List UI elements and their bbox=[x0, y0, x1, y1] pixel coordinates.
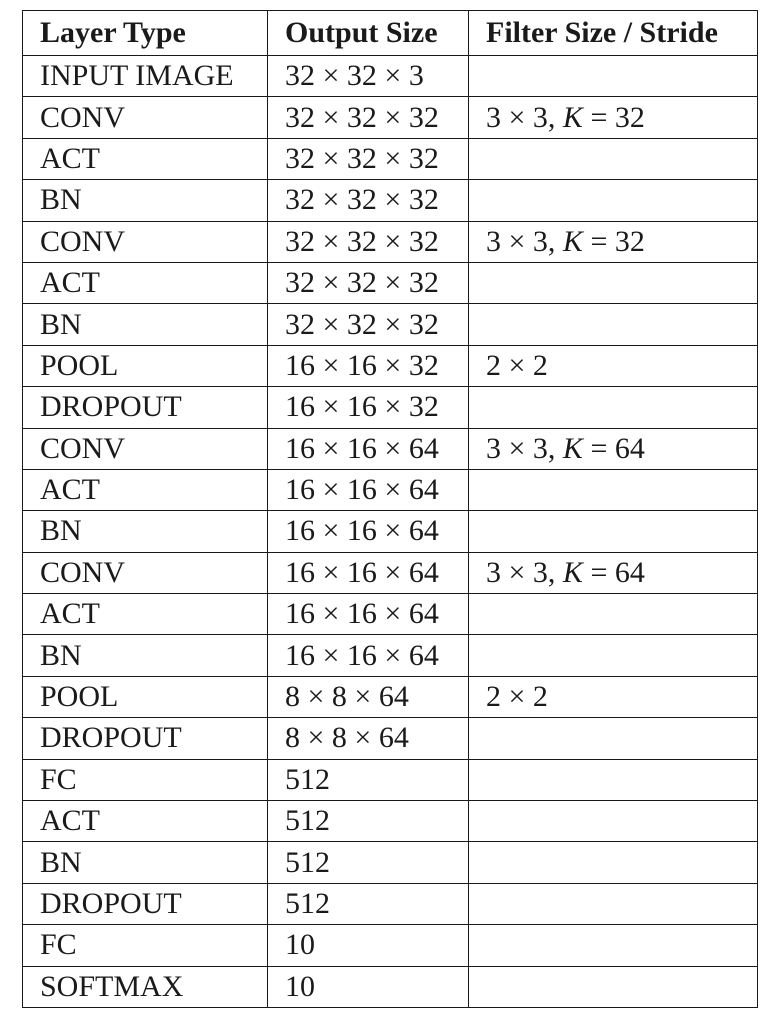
table-row bbox=[23, 801, 758, 842]
layer-type-cell: BN bbox=[23, 304, 268, 345]
table-row bbox=[23, 635, 758, 676]
filter-size-cell bbox=[469, 262, 758, 303]
layer-type-cell: ACT bbox=[23, 594, 268, 635]
layer-type-cell: POOL bbox=[23, 345, 268, 386]
layer-type-cell: ACT bbox=[23, 262, 268, 303]
output-size-cell: 16 × 16 × 32 bbox=[268, 387, 469, 428]
filter-size-cell: 3 × 3, K = 32 bbox=[469, 221, 758, 262]
output-size-cell: 16 × 16 × 64 bbox=[268, 428, 469, 469]
table-row bbox=[23, 304, 758, 345]
table-row bbox=[23, 594, 758, 635]
table-row bbox=[23, 883, 758, 924]
filter-size-cell bbox=[469, 842, 758, 883]
output-size-cell: 8 × 8 × 64 bbox=[268, 676, 469, 717]
table-row bbox=[23, 759, 758, 800]
table-row bbox=[23, 676, 758, 717]
output-size-cell: 16 × 16 × 64 bbox=[268, 635, 469, 676]
header-output-size: Output Size bbox=[268, 11, 469, 56]
output-size-cell: 32 × 32 × 32 bbox=[268, 221, 469, 262]
output-size-cell: 32 × 32 × 32 bbox=[268, 97, 469, 138]
layer-type-cell: BN bbox=[23, 511, 268, 552]
output-size-cell: 16 × 16 × 32 bbox=[268, 345, 469, 386]
filter-size-cell bbox=[469, 594, 758, 635]
filter-size-cell bbox=[469, 138, 758, 179]
layer-type-cell: POOL bbox=[23, 676, 268, 717]
output-size-cell: 16 × 16 × 64 bbox=[268, 511, 469, 552]
table-row bbox=[23, 966, 758, 1007]
layer-type-cell: CONV bbox=[23, 428, 268, 469]
output-size-cell: 16 × 16 × 64 bbox=[268, 552, 469, 593]
filter-size-cell bbox=[469, 56, 758, 97]
output-size-cell: 32 × 32 × 3 bbox=[268, 56, 469, 97]
variable-k: K bbox=[562, 431, 583, 465]
layer-type-cell: BN bbox=[23, 180, 268, 221]
output-size-cell: 10 bbox=[268, 966, 469, 1007]
table-row bbox=[23, 428, 758, 469]
layer-type-cell: BN bbox=[23, 842, 268, 883]
filter-size-cell bbox=[469, 718, 758, 759]
table-row bbox=[23, 511, 758, 552]
variable-k: K bbox=[562, 224, 583, 258]
output-size-cell: 16 × 16 × 64 bbox=[268, 469, 469, 510]
filter-size-cell bbox=[469, 387, 758, 428]
header-layer-type: Layer Type bbox=[23, 11, 268, 56]
table-row bbox=[23, 925, 758, 966]
output-size-cell: 512 bbox=[268, 759, 469, 800]
output-size-cell: 512 bbox=[268, 801, 469, 842]
layer-type-cell: BN bbox=[23, 635, 268, 676]
filter-size-cell bbox=[469, 883, 758, 924]
output-size-cell: 512 bbox=[268, 842, 469, 883]
table-row bbox=[23, 138, 758, 179]
table-row bbox=[23, 262, 758, 303]
filter-size-cell: 2 × 2 bbox=[469, 676, 758, 717]
filter-size-cell bbox=[469, 801, 758, 842]
table-row bbox=[23, 842, 758, 883]
filter-size-cell bbox=[469, 469, 758, 510]
filter-size-cell: 2 × 2 bbox=[469, 345, 758, 386]
layer-type-cell: SOFTMAX bbox=[23, 966, 268, 1007]
filter-size-cell bbox=[469, 511, 758, 552]
table-row bbox=[23, 387, 758, 428]
table-row bbox=[23, 180, 758, 221]
layer-type-cell: ACT bbox=[23, 801, 268, 842]
output-size-cell: 10 bbox=[268, 925, 469, 966]
table-row bbox=[23, 56, 758, 97]
filter-size-cell bbox=[469, 635, 758, 676]
layer-type-cell: CONV bbox=[23, 552, 268, 593]
table-row bbox=[23, 718, 758, 759]
layer-type-cell: ACT bbox=[23, 469, 268, 510]
output-size-cell: 32 × 32 × 32 bbox=[268, 180, 469, 221]
variable-k: K bbox=[562, 555, 583, 589]
layer-type-cell: CONV bbox=[23, 97, 268, 138]
filter-size-cell bbox=[469, 925, 758, 966]
table-row bbox=[23, 345, 758, 386]
filter-size-cell bbox=[469, 304, 758, 345]
layer-type-cell: CONV bbox=[23, 221, 268, 262]
table-row bbox=[23, 552, 758, 593]
table-row bbox=[23, 221, 758, 262]
filter-size-cell bbox=[469, 759, 758, 800]
table-row bbox=[23, 469, 758, 510]
layer-type-cell: FC bbox=[23, 759, 268, 800]
filter-size-cell: 3 × 3, K = 64 bbox=[469, 552, 758, 593]
table-body bbox=[23, 56, 758, 1008]
variable-k: K bbox=[562, 100, 583, 134]
output-size-cell: 16 × 16 × 64 bbox=[268, 594, 469, 635]
output-size-cell: 8 × 8 × 64 bbox=[268, 718, 469, 759]
layer-type-cell: DROPOUT bbox=[23, 387, 268, 428]
output-size-cell: 512 bbox=[268, 883, 469, 924]
header-filter-size-stride: Filter Size / Stride bbox=[469, 11, 758, 56]
layer-type-cell: FC bbox=[23, 925, 268, 966]
layer-type-cell: ACT bbox=[23, 138, 268, 179]
layer-type-cell: DROPOUT bbox=[23, 883, 268, 924]
table-row bbox=[23, 97, 758, 138]
layer-type-cell: INPUT IMAGE bbox=[23, 56, 268, 97]
header-row bbox=[23, 11, 758, 56]
filter-size-cell: 3 × 3, K = 64 bbox=[469, 428, 758, 469]
filter-size-cell bbox=[469, 966, 758, 1007]
layer-table bbox=[22, 10, 758, 1008]
output-size-cell: 32 × 32 × 32 bbox=[268, 304, 469, 345]
output-size-cell: 32 × 32 × 32 bbox=[268, 262, 469, 303]
filter-size-cell bbox=[469, 180, 758, 221]
filter-size-cell: 3 × 3, K = 32 bbox=[469, 97, 758, 138]
layer-type-cell: DROPOUT bbox=[23, 718, 268, 759]
output-size-cell: 32 × 32 × 32 bbox=[268, 138, 469, 179]
